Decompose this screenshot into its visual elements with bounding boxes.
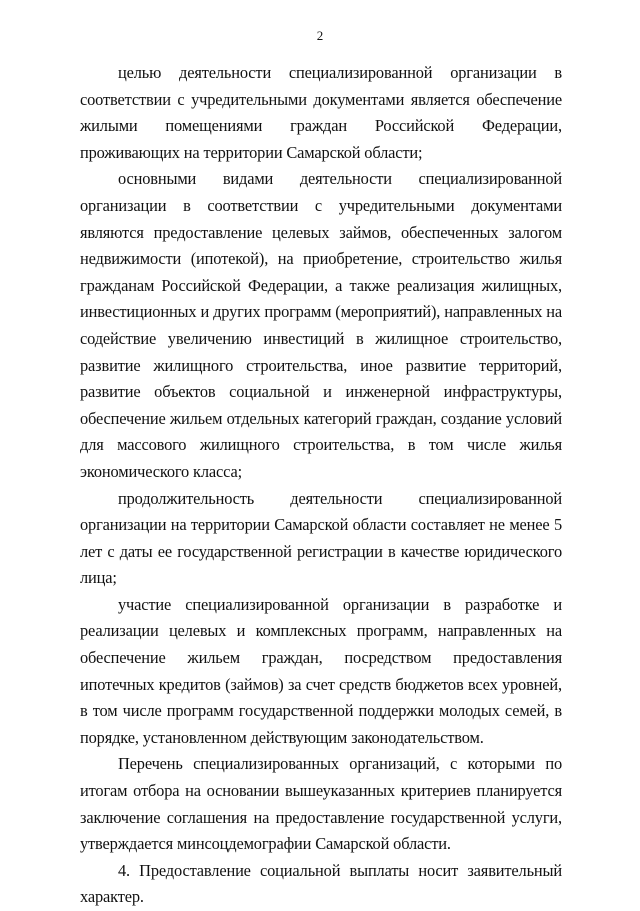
- paragraph-goal: целью деятельности специализированной организации в соответствии с учредительными документами является обеспечение жилыми помещениями граждан Российской Федерации, проживающих на территории Самарской области;: [80, 63, 562, 162]
- paragraph-main-activities: основными видами деятельности специализированной организации в соответствии с учредительными документами являются предоставление целевых займов, обеспеченных залогом недвижимости (ипотекой), на приобретение, строительство жилья гражданам Российской Федерации, а также реализация жилищных, инвестиционных и других программ (мероприятий), направленных на содействие увеличению инвестиций в жилищное строительство, развитие жилищного строительства, иное развитие территорий, развитие объектов социальной и инженерной инфраструктуры, обеспечение жильем отдельных категорий граждан, создание условий для массового жилищного строительства, в том числе жилья экономического класса;: [80, 169, 562, 481]
- paragraph-item-4: 4. Предоставление социальной выплаты носит заявительный характер.: [80, 860, 562, 907]
- paragraph-participation: участие специализированной организации в разработке и реализации целевых и комплексных программ, направленных на обеспечение жильем граждан, посредством предоставления ипотечных кредитов (займов) за счет средств бюджетов всех уровней, в том числе программ государственной поддержки молодых семей, в порядке, установленном действующим законодательством.: [80, 594, 562, 747]
- paragraph-duration: продолжительность деятельности специализированной организации на территории Самарской области составляет не менее 5 лет с даты ее государственной регистрации в качестве юридического лица;: [80, 488, 562, 588]
- page-number: 2: [316, 28, 324, 43]
- document-body: [80, 60, 562, 911]
- paragraph-organizations-list: Перечень специализированных организаций, с которыми по итогам отбора на основании вышеуказанных критериев планируется заключение соглашения на предоставление государственной услуги, утверждается минсоцдемографии Самарской области.: [80, 754, 562, 854]
